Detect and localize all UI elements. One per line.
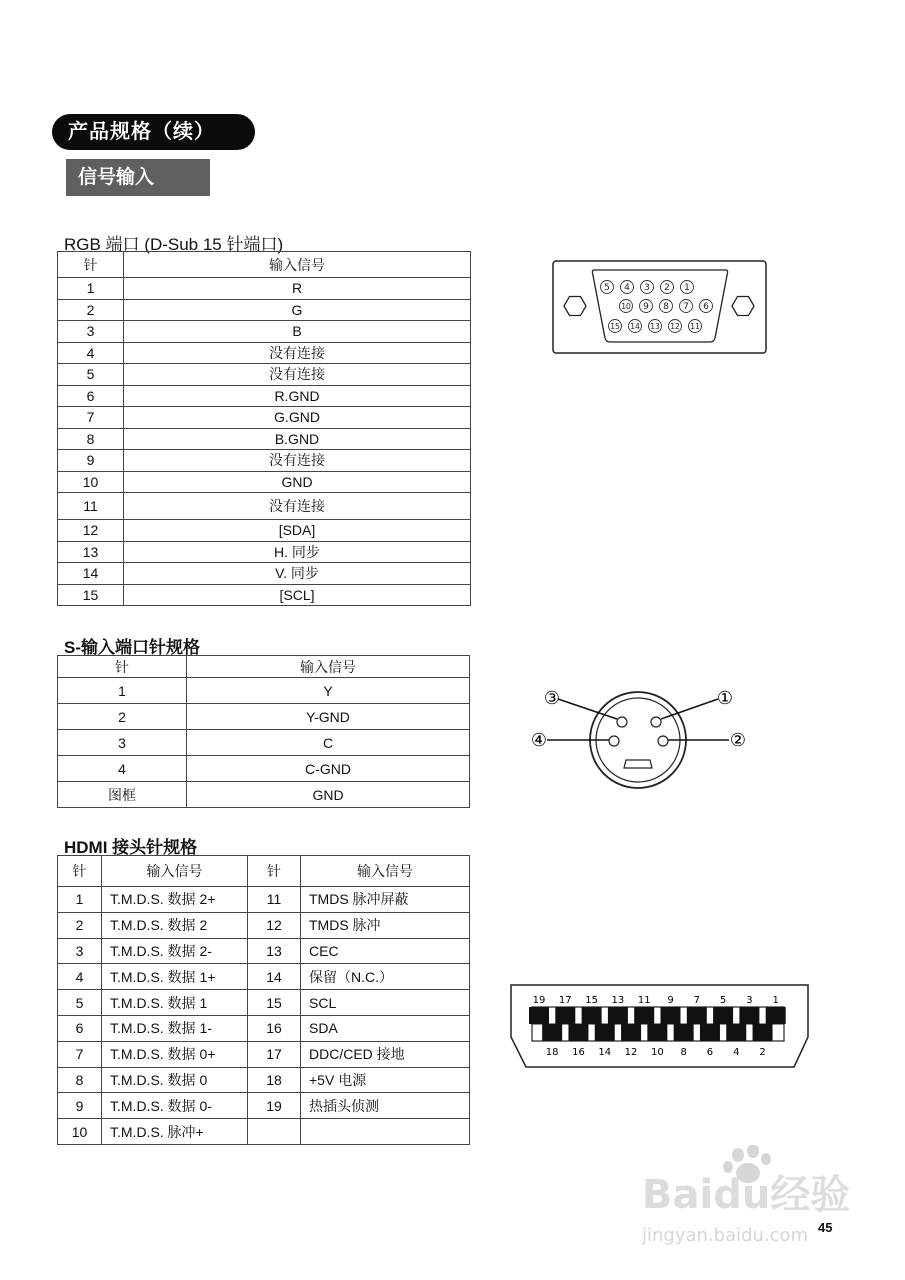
- rgb-pin-cell: 1: [58, 278, 124, 300]
- hdmi-bottom-pin: [726, 1024, 746, 1041]
- hdmi-bottom-pin-label: 4: [733, 1047, 740, 1058]
- rgb-row: [58, 563, 471, 585]
- rgb-row: [58, 450, 471, 472]
- rgb-pin-cell: 8: [58, 428, 124, 450]
- hdmi-pin-cell: 7: [58, 1041, 102, 1067]
- rgb-pin-cell: 2: [58, 299, 124, 321]
- hdmi-bottom-pin: [647, 1024, 667, 1041]
- rgb-pin-cell: 6: [58, 385, 124, 407]
- vga-connector-diagram: [552, 260, 768, 355]
- rgb-row: [58, 299, 471, 321]
- hdmi-pin-cell: 12: [248, 912, 301, 938]
- svideo-pin3-label: ③: [543, 688, 561, 709]
- hdmi-top-pin: [713, 1007, 733, 1024]
- rgb-row: [58, 321, 471, 343]
- hdmi-top-pin-label: 11: [637, 995, 651, 1006]
- hdmi-top-pin-label: 13: [611, 995, 625, 1006]
- hdmi-pin-cell: 1: [58, 887, 102, 913]
- rgb-row: [58, 520, 471, 542]
- rgb-signal-cell: 没有连接: [124, 450, 471, 472]
- hdmi-pin-cell: 8: [58, 1067, 102, 1093]
- hdmi-signal-cell: T.M.D.S. 数据 1+: [102, 964, 248, 990]
- svideo-pin-table: [57, 655, 470, 808]
- hdmi-bottom-pin-label: 18: [545, 1047, 559, 1058]
- hdmi-pin-table: [57, 855, 470, 1145]
- hdmi-row: [58, 1041, 470, 1067]
- rgb-signal-cell: R.GND: [124, 385, 471, 407]
- hdmi-bottom-pin: [621, 1024, 641, 1041]
- hdmi-bottom-pin: [568, 1024, 588, 1041]
- hdmi-pin-cell: 13: [248, 938, 301, 964]
- hdmi-top-pin-label: 1: [772, 995, 779, 1006]
- rgb-pin-cell: 13: [58, 541, 124, 563]
- vga-pin-label: 11: [690, 322, 700, 331]
- vga-pin-label: 9: [643, 302, 649, 312]
- svideo-pin-cell: 1: [58, 678, 187, 704]
- svideo-row: [58, 782, 470, 808]
- hdmi-signal-cell: T.M.D.S. 数据 0-: [102, 1093, 248, 1119]
- vga-pin-label: 7: [683, 302, 689, 312]
- vga-pin-label: 8: [663, 302, 669, 312]
- hdmi-pin-cell: 10: [58, 1119, 102, 1145]
- svideo-pin-cell: 2: [58, 704, 187, 730]
- rgb-signal-cell: V. 同步: [124, 563, 471, 585]
- rgb-signal-cell: G.GND: [124, 407, 471, 429]
- hdmi-pin-cell: [248, 1119, 301, 1145]
- svideo-row: [58, 730, 470, 756]
- hdmi-pin-cell: 19: [248, 1093, 301, 1119]
- hdmi-signal-cell: T.M.D.S. 数据 1: [102, 990, 248, 1016]
- svideo-signal-cell: GND: [187, 782, 470, 808]
- hdmi-bottom-pin: [700, 1024, 720, 1041]
- vga-pin-label: 4: [624, 283, 630, 293]
- hdmi-bottom-pin: [753, 1024, 773, 1041]
- hex-screw-right-icon: [732, 297, 754, 316]
- hdmi-top-pin: [661, 1007, 681, 1024]
- hdmi-row: [58, 990, 470, 1016]
- rgb-signal-cell: G: [124, 299, 471, 321]
- rgb-pin-cell: 5: [58, 364, 124, 386]
- vga-pin-label: 15: [610, 322, 620, 331]
- vga-pin-label: 3: [644, 283, 650, 293]
- rgb-pin-cell: 15: [58, 584, 124, 606]
- hdmi-header-pin-left: 针: [58, 856, 102, 887]
- hdmi-bottom-pin-label: 12: [624, 1047, 638, 1058]
- vga-pin-label: 12: [670, 322, 680, 331]
- svideo-pin1-label: ①: [716, 688, 734, 709]
- hdmi-top-pin: [529, 1007, 549, 1024]
- hdmi-signal-cell: T.M.D.S. 数据 1-: [102, 1015, 248, 1041]
- rgb-signal-cell: [SCL]: [124, 584, 471, 606]
- svideo-row: [58, 756, 470, 782]
- hdmi-pin-cell: 14: [248, 964, 301, 990]
- rgb-signal-cell: B: [124, 321, 471, 343]
- svideo-row: [58, 704, 470, 730]
- hdmi-signal-cell: T.M.D.S. 数据 2-: [102, 938, 248, 964]
- hdmi-top-pin-label: 3: [746, 995, 753, 1006]
- rgb-pin-cell: 9: [58, 450, 124, 472]
- hdmi-bottom-pin-label: 8: [680, 1047, 687, 1058]
- vga-pin-label: 5: [604, 283, 610, 293]
- hdmi-pin-cell: 16: [248, 1015, 301, 1041]
- svideo-section-title: S-输入端口针规格: [64, 638, 200, 657]
- hdmi-row: [58, 1119, 470, 1145]
- rgb-row: [58, 342, 471, 364]
- hdmi-header-signal-left: 输入信号: [102, 856, 248, 887]
- rgb-row: [58, 278, 471, 300]
- rgb-row: [58, 493, 471, 520]
- hdmi-signal-cell: T.M.D.S. 数据 0+: [102, 1041, 248, 1067]
- hdmi-top-pin-label: 15: [585, 995, 598, 1006]
- svideo-header-pin: 针: [58, 656, 187, 678]
- hdmi-signal-cell: TMDS 脉冲: [301, 912, 470, 938]
- hdmi-bottom-pin-label: 2: [759, 1047, 766, 1058]
- svideo-pin4-label: ④: [530, 730, 548, 751]
- vga-pin-label: 6: [703, 302, 709, 312]
- rgb-row: [58, 364, 471, 386]
- page-number: 45: [818, 1220, 833, 1235]
- hdmi-pin-cell: 3: [58, 938, 102, 964]
- rgb-signal-cell: [SDA]: [124, 520, 471, 542]
- rgb-pin-cell: 11: [58, 493, 124, 520]
- hdmi-pin-cell: 17: [248, 1041, 301, 1067]
- hdmi-bottom-pin: [674, 1024, 694, 1041]
- hdmi-signal-cell: T.M.D.S. 数据 0: [102, 1067, 248, 1093]
- hdmi-pin-cell: 18: [248, 1067, 301, 1093]
- hdmi-top-pin-label: 7: [693, 995, 700, 1006]
- hdmi-top-pin: [634, 1007, 654, 1024]
- rgb-row: [58, 471, 471, 493]
- svideo-pin-cell: 图框: [58, 782, 187, 808]
- hdmi-bottom-pin-label: 10: [650, 1047, 664, 1058]
- hdmi-signal-cell: DDC/CED 接地: [301, 1041, 470, 1067]
- rgb-pin-cell: 4: [58, 342, 124, 364]
- rgb-signal-cell: H. 同步: [124, 541, 471, 563]
- rgb-row: [58, 428, 471, 450]
- hdmi-signal-cell: TMDS 脉冲屏蔽: [301, 887, 470, 913]
- section-subtitle: 信号输入: [66, 159, 210, 196]
- hdmi-signal-cell: T.M.D.S. 数据 2+: [102, 887, 248, 913]
- hdmi-signal-cell: [301, 1119, 470, 1145]
- rgb-pin-cell: 10: [58, 471, 124, 493]
- hdmi-row: [58, 887, 470, 913]
- rgb-pin-cell: 3: [58, 321, 124, 343]
- hdmi-header-pin-right: 针: [248, 856, 301, 887]
- baidu-watermark-logo: [640, 1145, 860, 1255]
- hdmi-pin-cell: 2: [58, 912, 102, 938]
- vga-pin-label: 2: [664, 283, 670, 293]
- hdmi-row: [58, 938, 470, 964]
- hdmi-row: [58, 912, 470, 938]
- vga-pin-label: 10: [621, 302, 631, 311]
- rgb-header-signal: 输入信号: [124, 252, 471, 278]
- hdmi-signal-cell: +5V 电源: [301, 1067, 470, 1093]
- svideo-signal-cell: Y: [187, 678, 470, 704]
- hdmi-bottom-pin-label: 14: [598, 1047, 612, 1058]
- hdmi-header-signal-right: 输入信号: [301, 856, 470, 887]
- hdmi-pin-cell: 9: [58, 1093, 102, 1119]
- rgb-row: [58, 541, 471, 563]
- hdmi-bottom-pin-label: 6: [706, 1047, 714, 1058]
- rgb-row: [58, 584, 471, 606]
- hdmi-row: [58, 1067, 470, 1093]
- vga-pin-label: 13: [650, 322, 660, 331]
- hdmi-pin-cell: 6: [58, 1015, 102, 1041]
- rgb-signal-cell: 没有连接: [124, 342, 471, 364]
- rgb-pin-cell: 14: [58, 563, 124, 585]
- hdmi-signal-cell: CEC: [301, 938, 470, 964]
- rgb-signal-cell: 没有连接: [124, 364, 471, 386]
- hdmi-top-pin: [608, 1007, 628, 1024]
- hdmi-signal-cell: 保留（N.C.）: [301, 964, 470, 990]
- rgb-pin-cell: 12: [58, 520, 124, 542]
- rgb-signal-cell: R: [124, 278, 471, 300]
- rgb-signal-cell: GND: [124, 471, 471, 493]
- hdmi-bottom-pin: [542, 1024, 562, 1041]
- rgb-signal-cell: B.GND: [124, 428, 471, 450]
- svideo-signal-cell: C: [187, 730, 470, 756]
- hdmi-top-pin: [555, 1007, 575, 1024]
- hdmi-row: [58, 1093, 470, 1119]
- hdmi-top-pin-label: 19: [532, 995, 546, 1006]
- svideo-pin-cell: 4: [58, 756, 187, 782]
- rgb-pin-cell: 7: [58, 407, 124, 429]
- hdmi-top-pin-label: 17: [558, 995, 572, 1006]
- rgb-row: [58, 407, 471, 429]
- hdmi-top-pin: [766, 1007, 786, 1024]
- svideo-signal-cell: Y-GND: [187, 704, 470, 730]
- hdmi-row: [58, 1015, 470, 1041]
- svideo-signal-cell: C-GND: [187, 756, 470, 782]
- hdmi-signal-cell: SCL: [301, 990, 470, 1016]
- vga-pin-label: 14: [630, 322, 640, 331]
- rgb-section-title: RGB 端口 (D-Sub 15 针端口): [64, 235, 284, 254]
- rgb-signal-cell: 没有连接: [124, 493, 471, 520]
- svideo-pin2-label: ②: [729, 730, 747, 751]
- rgb-pin-table: [57, 251, 471, 606]
- vga-pin-label: 1: [684, 283, 690, 293]
- hdmi-signal-cell: SDA: [301, 1015, 470, 1041]
- svideo-header-signal: 输入信号: [187, 656, 470, 678]
- hdmi-signal-cell: T.M.D.S. 脉冲+: [102, 1119, 248, 1145]
- rgb-header-pin: 针: [58, 252, 124, 278]
- hdmi-top-pin-label: 5: [719, 995, 727, 1006]
- hdmi-top-pin: [687, 1007, 707, 1024]
- hdmi-signal-cell: 热插头侦测: [301, 1093, 470, 1119]
- hdmi-section-title: HDMI 接头针规格: [64, 838, 198, 857]
- hex-screw-left-icon: [564, 297, 586, 316]
- hdmi-pin-cell: 4: [58, 964, 102, 990]
- hdmi-signal-cell: T.M.D.S. 数据 2: [102, 912, 248, 938]
- hdmi-top-pin-label: 9: [667, 995, 674, 1006]
- hdmi-connector-diagram: [508, 983, 812, 1071]
- hdmi-bottom-pin-label: 16: [572, 1047, 585, 1058]
- page-title: 产品规格（续）: [52, 114, 255, 150]
- hdmi-pin-cell: 15: [248, 990, 301, 1016]
- svideo-connector-diagram: [525, 682, 755, 792]
- hdmi-row: [58, 964, 470, 990]
- hdmi-pin-cell: 11: [248, 887, 301, 913]
- svideo-row: [58, 678, 470, 704]
- watermark-brand: Baidu经验: [642, 1172, 851, 1218]
- hdmi-bottom-pin: [595, 1024, 615, 1041]
- hdmi-pin-cell: 5: [58, 990, 102, 1016]
- hdmi-top-pin: [739, 1007, 759, 1024]
- hdmi-top-pin: [582, 1007, 602, 1024]
- svideo-pin-cell: 3: [58, 730, 187, 756]
- watermark-url: jingyan.baidu.com: [642, 1225, 809, 1246]
- rgb-row: [58, 385, 471, 407]
